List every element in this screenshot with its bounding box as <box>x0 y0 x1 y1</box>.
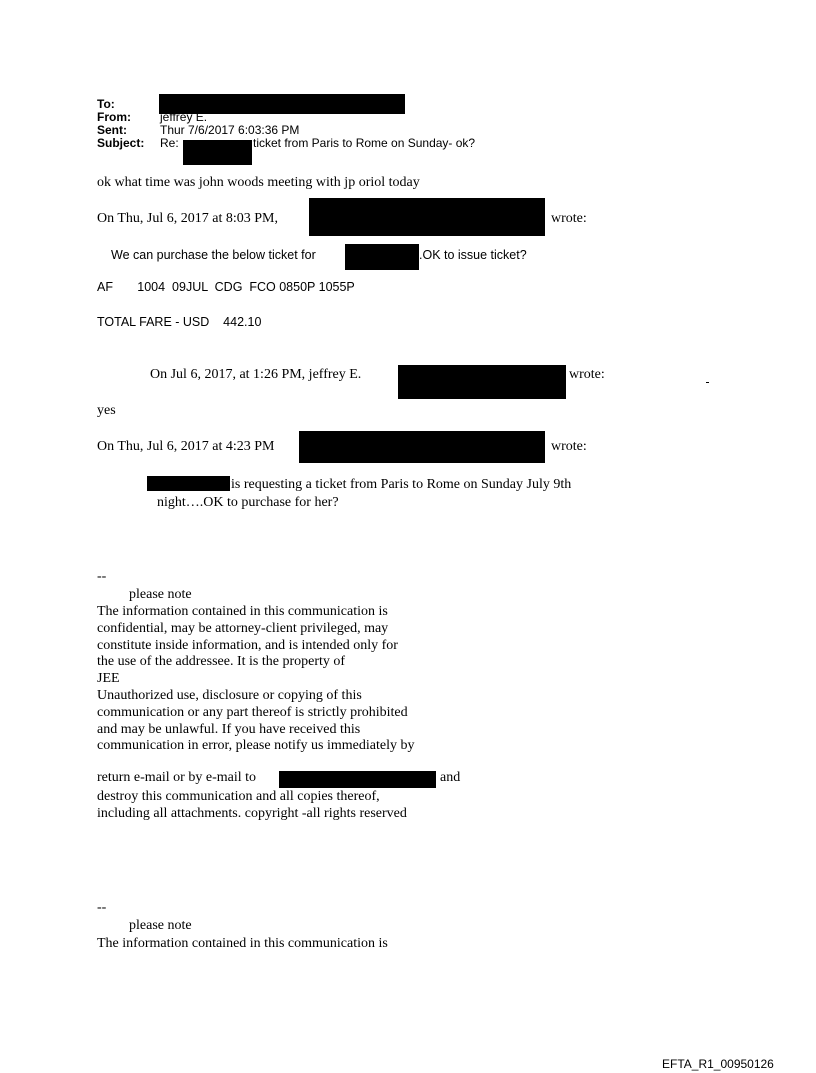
quote1-line-suffix: .OK to issue ticket? <box>419 248 527 262</box>
quote3-line2: night….OK to purchase for her? <box>157 495 339 510</box>
quote2-sender-redaction <box>398 365 566 399</box>
from-value: jeffrey E. <box>160 110 208 124</box>
disclaimer1-line: Unauthorized use, disclosure or copying of this <box>97 687 362 703</box>
subject-redaction <box>183 140 252 165</box>
disclaimer1-line: and may be unlawful. If you have received this <box>97 721 361 737</box>
quote3-line1: is requesting a ticket from Paris to Rome on Sunday July 9th <box>231 477 572 492</box>
disclaimer1-line: communication or any part thereof is strictly prohibited <box>97 704 408 720</box>
quote1-fare-line: TOTAL FARE - USD 442.10 <box>97 315 262 329</box>
disclaimer1-note: please note <box>129 587 192 602</box>
stray-mark <box>706 382 709 383</box>
disclaimer1-line: the use of the addressee. It is the property of <box>97 654 346 670</box>
disclaimer1-line: including all attachments. copyright -all rights reserved <box>97 805 407 821</box>
sent-value: Thur 7/6/2017 6:03:36 PM <box>160 123 300 137</box>
quote3-name-redaction <box>147 476 230 491</box>
disclaimer1-line: JEE <box>97 671 120 687</box>
quote1-line-prefix: We can purchase the below ticket for <box>111 248 316 262</box>
quote3-attribution-suffix: wrote: <box>551 439 587 454</box>
quote3-attribution-prefix: On Thu, Jul 6, 2017 at 4:23 PM <box>97 439 275 454</box>
quote1-flight-line: AF 1004 09JUL CDG FCO 0850P 1055P <box>97 280 355 294</box>
disclaimer2-line: The information contained in this communication is <box>97 936 388 951</box>
quote1-name-redaction <box>345 244 419 270</box>
disclaimer1-email-suffix: and <box>440 770 461 785</box>
disclaimer2-note: please note <box>129 918 192 933</box>
subject-label: Subject: <box>97 136 145 150</box>
disclaimer1-line: destroy this communication and all copies thereof, <box>97 789 380 804</box>
disclaimer1-line: constitute inside information, and is intended only for <box>97 637 398 653</box>
document-id: EFTA_R1_00950126 <box>662 1057 774 1071</box>
quote2-attribution-prefix: On Jul 6, 2017, at 1:26 PM, jeffrey E. <box>150 367 362 382</box>
disclaimer1-email-prefix: return e-mail or by e-mail to <box>97 770 256 785</box>
disclaimer2-separator: -- <box>97 900 107 915</box>
quote2-body: yes <box>97 403 116 418</box>
quote2-attribution-suffix: wrote: <box>569 367 605 382</box>
disclaimer1-email-redaction <box>279 771 436 788</box>
disclaimer1-after <box>97 789 407 823</box>
quote1-sender-redaction <box>309 198 545 236</box>
subject-suffix: ticket from Paris to Rome on Sunday- ok? <box>253 136 476 150</box>
quote1-attribution-suffix: wrote: <box>551 211 587 226</box>
disclaimer1-line: confidential, may be attorney-client privileged, may <box>97 620 389 636</box>
to-label: To: <box>97 97 115 111</box>
disclaimer1-line: communication in error, please notify us immediately by <box>97 738 415 754</box>
reply-body: ok what time was john woods meeting with jp oriol today <box>97 175 420 190</box>
sent-label: Sent: <box>97 123 127 137</box>
quote1-attribution-prefix: On Thu, Jul 6, 2017 at 8:03 PM, <box>97 211 278 226</box>
from-label: From: <box>97 110 131 124</box>
disclaimer1-text <box>97 604 414 755</box>
disclaimer1-line: The information contained in this communication is <box>97 604 388 619</box>
subject-prefix: Re: <box>160 136 179 150</box>
quote3-sender-redaction <box>299 431 545 463</box>
disclaimer1-separator: -- <box>97 569 107 584</box>
